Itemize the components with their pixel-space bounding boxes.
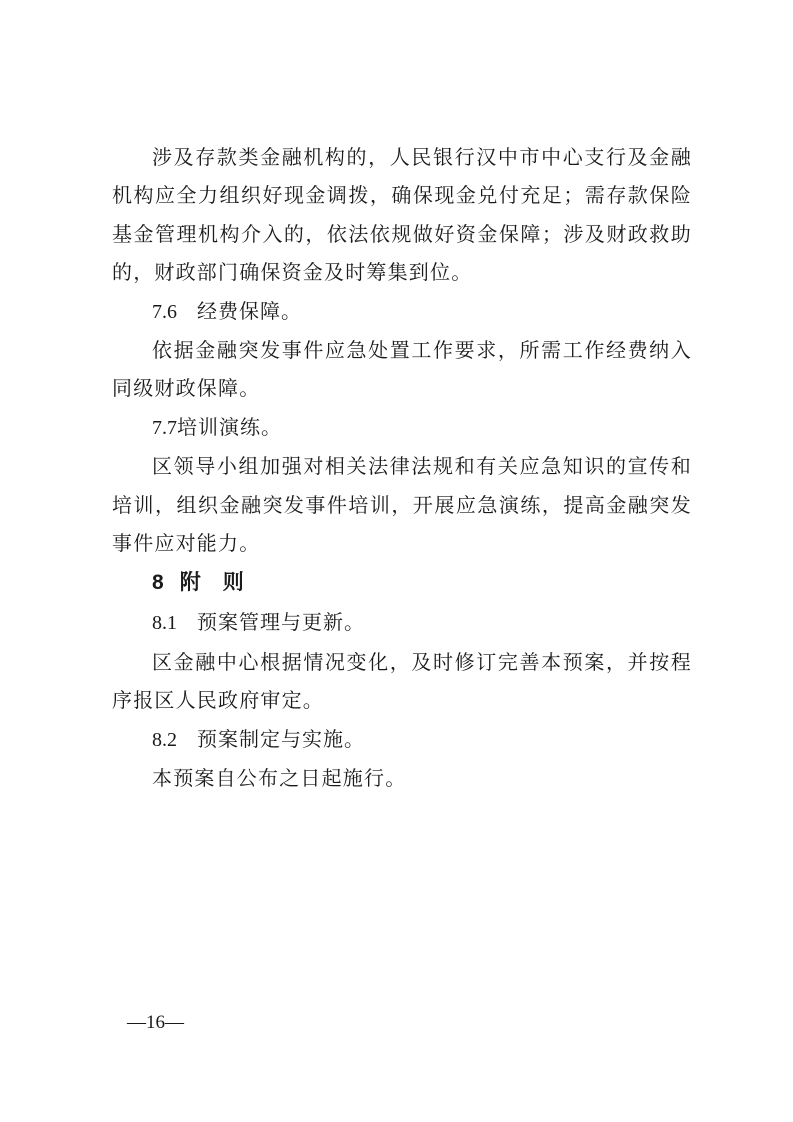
heading-7-6-title: 经费保障。 [197,298,302,323]
section-8-title-part-2: 则 [222,570,246,595]
heading-7-7-title: 培训演练。 [177,414,282,439]
heading-8-2 [112,720,692,759]
section-8-heading [112,562,692,603]
paragraph-plan-management: 区金融中心根据情况变化，及时修订完善本预案，并按程序报区人民政府审定。 [112,649,692,713]
heading-7-7-number: 7.7 [152,416,177,439]
paragraph-funding-cash: 涉及存款类金融机构的，人民银行汉中市中心支行及金融机构应全力组织好现金调拨，确保现金兑付充足；需存款保险基金管理机构介入的，依法依规做好资金保障；涉及财政救助的，财政部门确保资金及时筹集到位。 [112,145,692,285]
section-8-title-part-1: 附 [179,570,203,595]
paragraph-expense-guarantee: 依据金融突发事件应急处置工作要求，所需工作经费纳入同级财政保障。 [112,338,692,401]
heading-8-2-title: 预案制定与实施。 [197,726,365,751]
paragraph-effective-date: 本预案自公布之日起施行。 [152,766,407,791]
heading-7-6 [112,292,692,331]
heading-8-1-number: 8.1 [152,612,177,635]
page-number: —16— [127,1012,184,1033]
heading-8-2-number: 8.2 [152,728,177,751]
heading-8-1-title: 预案管理与更新。 [197,610,365,635]
paragraph-training-drills: 区领导小组加强对相关法律法规和有关应急知识的宣传和培训，组织金融突发事件培训，开展应急演练，提高金融突发事件应对能力。 [112,454,692,556]
heading-7-6-number: 7.6 [152,300,177,323]
page-content [112,138,692,798]
heading-7-7 [112,408,692,447]
section-8-number: 8 [152,571,166,595]
heading-8-1 [112,603,692,642]
